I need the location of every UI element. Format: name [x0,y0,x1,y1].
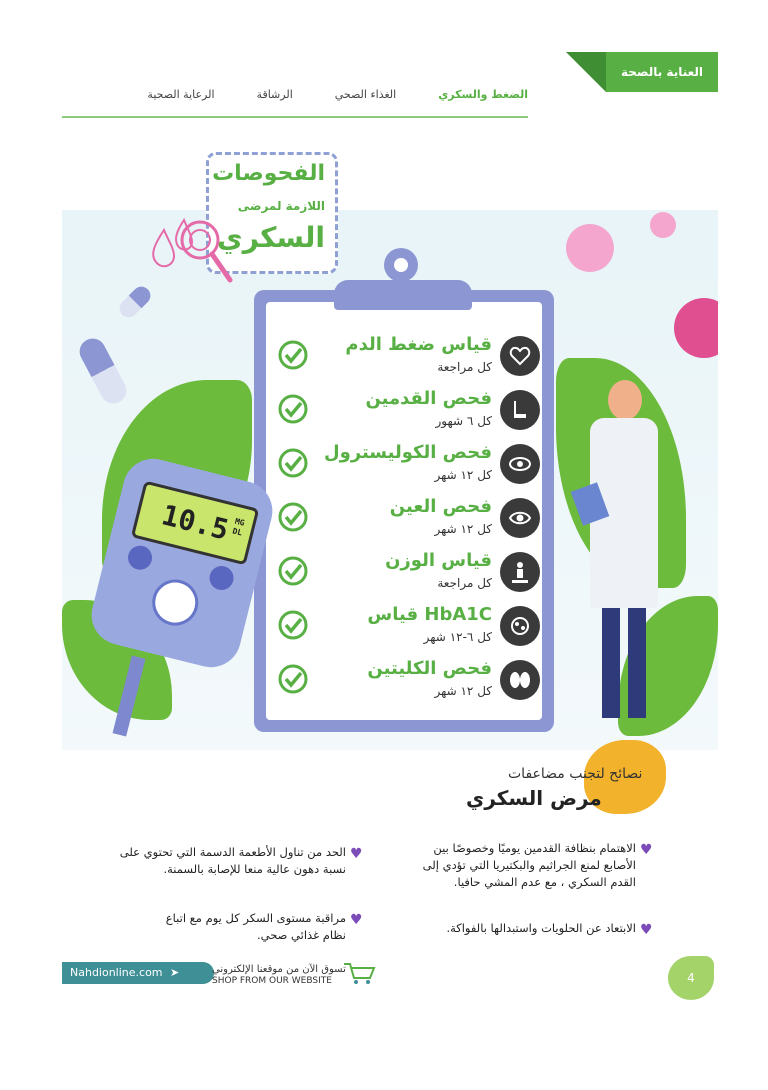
clipboard-clip [334,280,472,310]
tips-heading-large: مرض السكري [466,786,602,810]
checklist-item [270,442,540,492]
checklist-item-title: فحص الكوليسترول [323,442,492,463]
meter-unit: MG DL [231,516,246,538]
check-icon [278,448,308,478]
title-line-2: اللازمة لمرضى [237,199,325,213]
meter-left-button [125,543,154,572]
checklist-item-frequency: كل ١٢ شهر [434,468,492,482]
hba1c-icon [500,606,540,646]
foot-exam-icon [500,390,540,430]
nav-item-healthy-food[interactable]: الغذاء الصحي [334,88,397,101]
checklist-item [270,604,540,654]
shopping-cart-icon [342,960,376,986]
tip-item: مراقبة مستوى السكر كل يوم مع اتباع نظام غذائي صحي. [165,911,346,942]
meter-reading: 10.5 [158,498,232,547]
page [62,40,718,1002]
tip-item: الابتعاد عن الحلويات واستبدالها بالفواكة. [446,921,636,935]
checklist-item-title: قياس HbA1C [367,604,492,625]
power-icon [147,575,203,631]
heart-bullet-icon: ♥ [350,912,363,928]
checklist-item-title: فحص الكليتين [367,658,492,679]
doctor-leg [602,608,620,718]
checklist-item-frequency: كل ٦-١٢ شهر [423,630,492,644]
tip-item: الاهتمام بنظافة القدمين يوميًا وخصوصًا بين الأصابع لمنع الجراثيم والبكتيريا التي تؤدي إلى القدم السكري ، مع عدم المشي حافيا. [422,841,636,889]
website-url: Nahdionline.com [70,966,163,979]
check-icon [278,394,308,424]
checklist-item [270,496,540,546]
nav-item-fitness[interactable]: الرشاقة [256,88,293,101]
nav-item-diabetes[interactable]: الضغط والسكري [438,88,528,101]
checklist-item-frequency: كل مراجعة [437,360,492,374]
blood-pressure-icon [500,336,540,376]
cursor-icon: ➤ [170,966,180,979]
tip-item: الحد من تناول الأطعمة الدسمة التي تحتوي على نسبة دهون عالية منعا للإصابة بالسمنة. [119,845,346,876]
checklist-item-frequency: كل ١٢ شهر [434,684,492,698]
checklist-item-title: قياس الوزن [385,550,492,571]
weight-icon [500,552,540,592]
check-icon [278,502,308,532]
decor-circle [650,212,676,238]
check-icon [278,610,308,640]
website-link[interactable] [62,962,214,984]
checklist-item [270,550,540,600]
meter-right-button [207,563,236,592]
nav-divider [62,116,528,118]
checklist-item [270,388,540,438]
checklist-item-frequency: كل ١٢ شهر [434,522,492,536]
cholesterol-icon [500,444,540,484]
section-tag: العناية بالصحة [606,52,718,92]
shop-text-ar: تسوق الآن من موقعنا الإلكتروني [212,964,346,975]
decor-circle [566,224,614,272]
section-tag-fold [566,52,606,92]
category-nav [147,88,528,101]
checklist-item [270,334,540,384]
heart-bullet-icon: ♥ [350,846,363,862]
checklist-item-frequency: كل مراجعة [437,576,492,590]
checklist-item [270,658,540,708]
check-icon [278,340,308,370]
doctor-leg [628,608,646,718]
heart-bullet-icon: ♥ [640,922,653,938]
blood-drop-magnifier-icon [144,200,236,286]
checklist-item-frequency: كل ٦ شهور [435,414,492,428]
nav-item-health-care[interactable]: الرعاية الصحية [147,88,215,101]
clipboard-ring [384,248,418,282]
heart-bullet-icon: ♥ [640,842,653,858]
title-line-1: الفحوصات [212,161,325,186]
checklist-item-title: فحص القدمين [365,388,492,409]
page-number: 4 [668,956,714,1000]
doctor-head [608,380,642,420]
check-icon [278,556,308,586]
kidney-icon [500,660,540,700]
tips-heading-small: نصائح لتجنب مضاعفات [508,766,643,782]
eye-icon [500,498,540,538]
shop-text-en: SHOP FROM OUR WEBSITE [212,976,332,986]
checklist-item-title: فحص العين [389,496,492,517]
check-icon [278,664,308,694]
title-line-3: السكري [217,221,325,254]
checklist-item-title: قياس ضغط الدم [345,334,492,355]
